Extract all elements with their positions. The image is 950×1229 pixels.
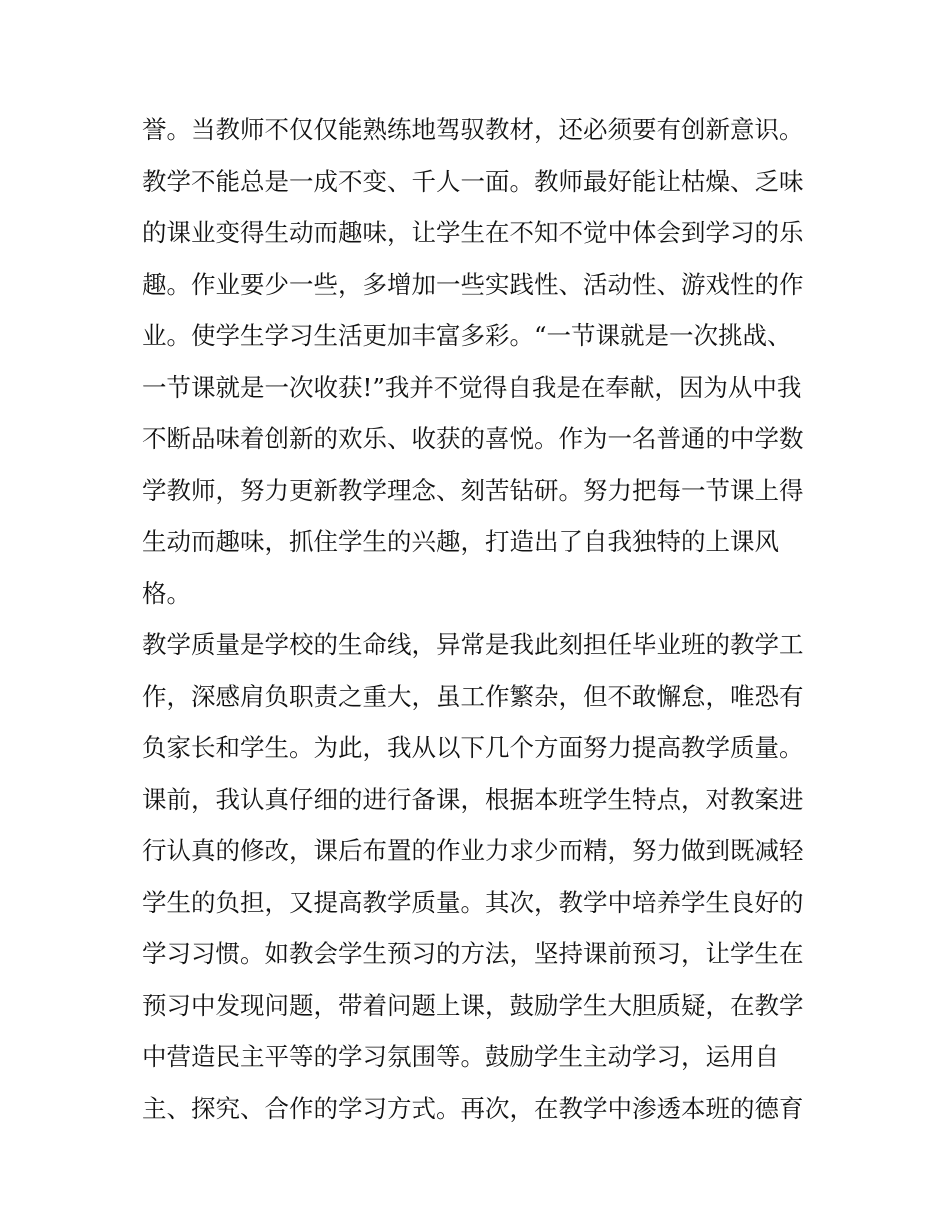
text-line: 誉。当教师不仅仅能熟练地驾驭教材，还必须要有创新意识。 [142, 115, 804, 144]
text-line: 趣。作业要少一些，多增加一些实践性、活动性、游戏性的作 [142, 269, 804, 299]
text-line: 主、探究、合作的学习方式。再次，在教学中渗透本班的德育 [142, 1093, 804, 1123]
text-line: 教学质量是学校的生命线，异常是我此刻担任毕业班的教学工 [142, 630, 804, 659]
text-line: 中营造民主平等的学习氛围等。鼓励学生主动学习，运用自 [142, 1042, 779, 1071]
text-line: 一节课就是一次收获!”我并不觉得自我是在奉献，因为从中我 [142, 372, 802, 402]
text-line: 业。使学生学习生活更加丰富多彩。“一节课就是一次挑战、 [142, 321, 792, 350]
text-line: 负家长和学生。为此，我从以下几个方面努力提高教学质量。 [142, 733, 804, 762]
text-line: 课前，我认真仔细的进行备课，根据本班学生特点，对教案进 [142, 784, 804, 814]
text-line: 学生的负担，又提高教学质量。其次，教学中培养学生良好的 [142, 887, 804, 917]
text-line: 学习习惯。如教会学生预习的方法，坚持课前预习，让学生在 [142, 939, 804, 968]
text-line: 预习中发现问题，带着问题上课，鼓励学生大胆质疑，在教学 [142, 990, 804, 1020]
text-line: 教学不能总是一成不变、千人一面。教师最好能让枯燥、乏味 [142, 166, 804, 196]
text-line: 作，深感肩负职责之重大，虽工作繁杂，但不敢懈怠，唯恐有 [142, 681, 804, 711]
text-line: 行认真的修改，课后布置的作业力求少而精，努力做到既减轻 [142, 836, 804, 865]
body-text [142, 104, 822, 1134]
text-line: 学教师，努力更新教学理念、刻苦钻研。努力把每一节课上得 [142, 475, 804, 505]
text-line: 的课业变得生动而趣味，让学生在不知不觉中体会到学习的乐 [142, 218, 804, 247]
text-line: 不断品味着创新的欢乐、收获的喜悦。作为一名普通的中学数 [142, 424, 804, 453]
text-line: 生动而趣味，抓住学生的兴趣，打造出了自我独特的上课风 [142, 527, 779, 556]
text-line: 格。 [142, 578, 191, 608]
